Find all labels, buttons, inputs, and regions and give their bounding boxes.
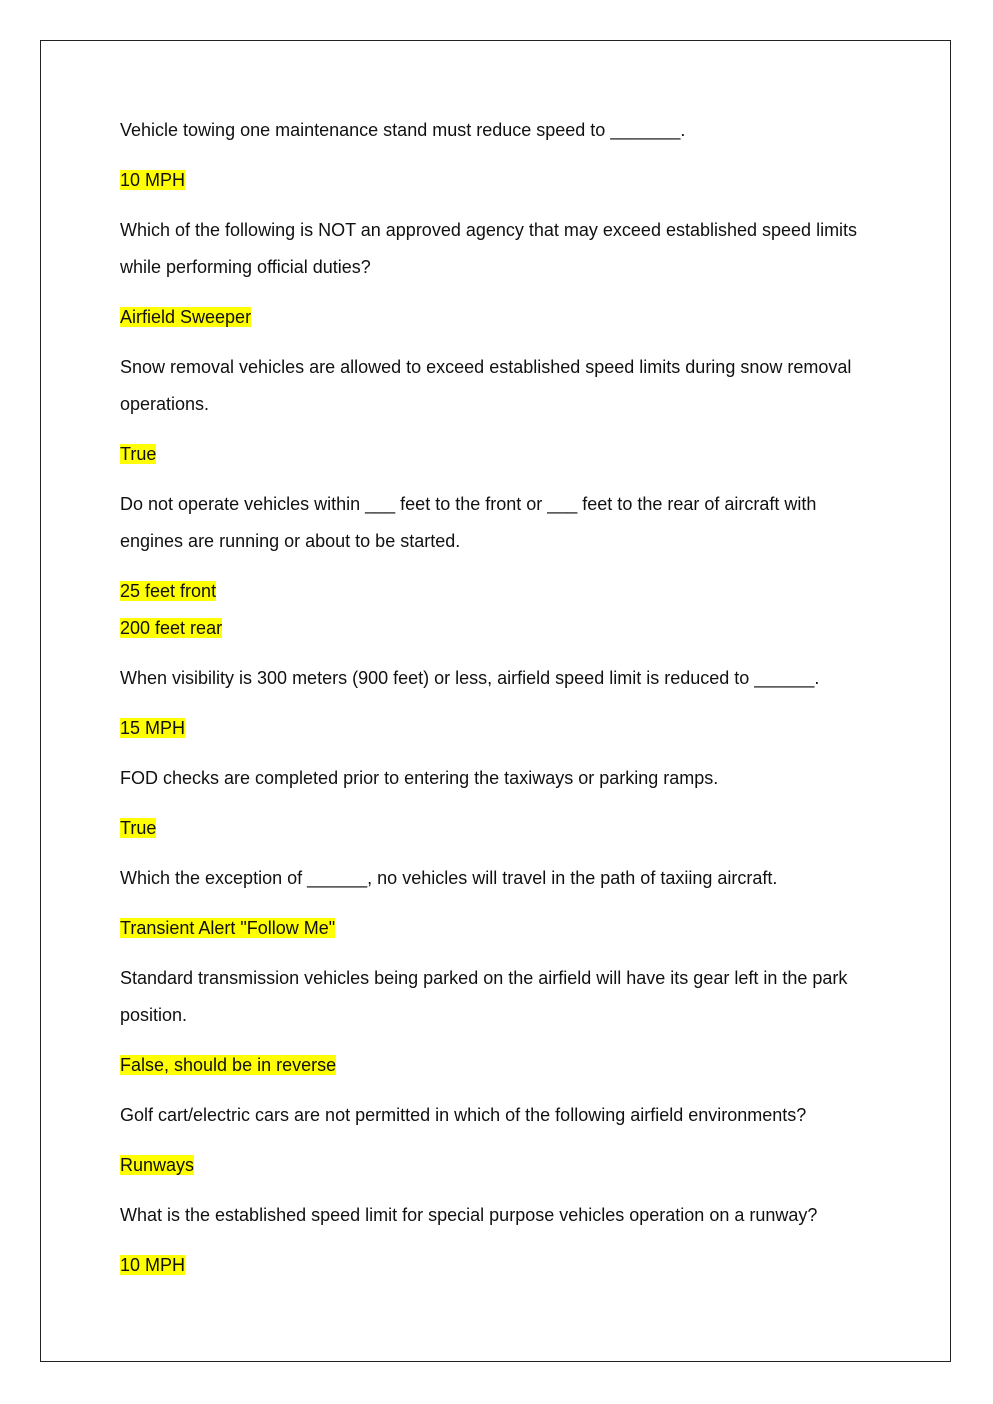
- question-8: Standard transmission vehicles being parked on the airfield will have its gear left in the park position.: [120, 968, 848, 1025]
- answer-4a: [120, 573, 880, 610]
- answer-highlight: 25 feet front: [120, 581, 217, 601]
- answer-2: [120, 299, 880, 336]
- answer-highlight: 10 MPH: [120, 1255, 186, 1275]
- answer-1: [120, 162, 880, 199]
- answer-10: [120, 1247, 880, 1284]
- answer-highlight: Runways: [120, 1155, 195, 1175]
- answer-9: [120, 1147, 880, 1184]
- question-10: What is the established speed limit for special purpose vehicles operation on a runway?: [120, 1205, 818, 1225]
- document-content: [120, 112, 880, 1297]
- answer-5: [120, 710, 880, 747]
- answer-highlight: 10 MPH: [120, 170, 186, 190]
- answer-highlight: False, should be in reverse: [120, 1055, 337, 1075]
- question-5: When visibility is 300 meters (900 feet) or less, airfield speed limit is reduced to ______.: [120, 668, 820, 688]
- question-3: Snow removal vehicles are allowed to exceed established speed limits during snow removal operations.: [120, 357, 852, 414]
- answer-6: [120, 810, 880, 847]
- question-2: Which of the following is NOT an approved agency that may exceed established speed limits while performing official duties?: [120, 220, 858, 277]
- answer-highlight: True: [120, 818, 157, 838]
- answer-7: [120, 910, 880, 947]
- question-7: Which the exception of ______, no vehicles will travel in the path of taxiing aircraft.: [120, 868, 778, 888]
- answer-3: [120, 436, 880, 473]
- question-1: Vehicle towing one maintenance stand must reduce speed to _______.: [120, 120, 686, 140]
- answer-highlight: 200 feet rear: [120, 618, 223, 638]
- answer-highlight: True: [120, 444, 157, 464]
- question-9: Golf cart/electric cars are not permitted in which of the following airfield environments?: [120, 1105, 807, 1125]
- answer-highlight: Airfield Sweeper: [120, 307, 252, 327]
- answer-4b: [120, 610, 880, 647]
- question-4: Do not operate vehicles within ___ feet to the front or ___ feet to the rear of aircraft with engines are running or about to be started.: [120, 494, 817, 551]
- answer-8: [120, 1047, 880, 1084]
- answer-highlight: Transient Alert "Follow Me": [120, 918, 336, 938]
- answer-highlight: 15 MPH: [120, 718, 186, 738]
- question-6: FOD checks are completed prior to entering the taxiways or parking ramps.: [120, 768, 719, 788]
